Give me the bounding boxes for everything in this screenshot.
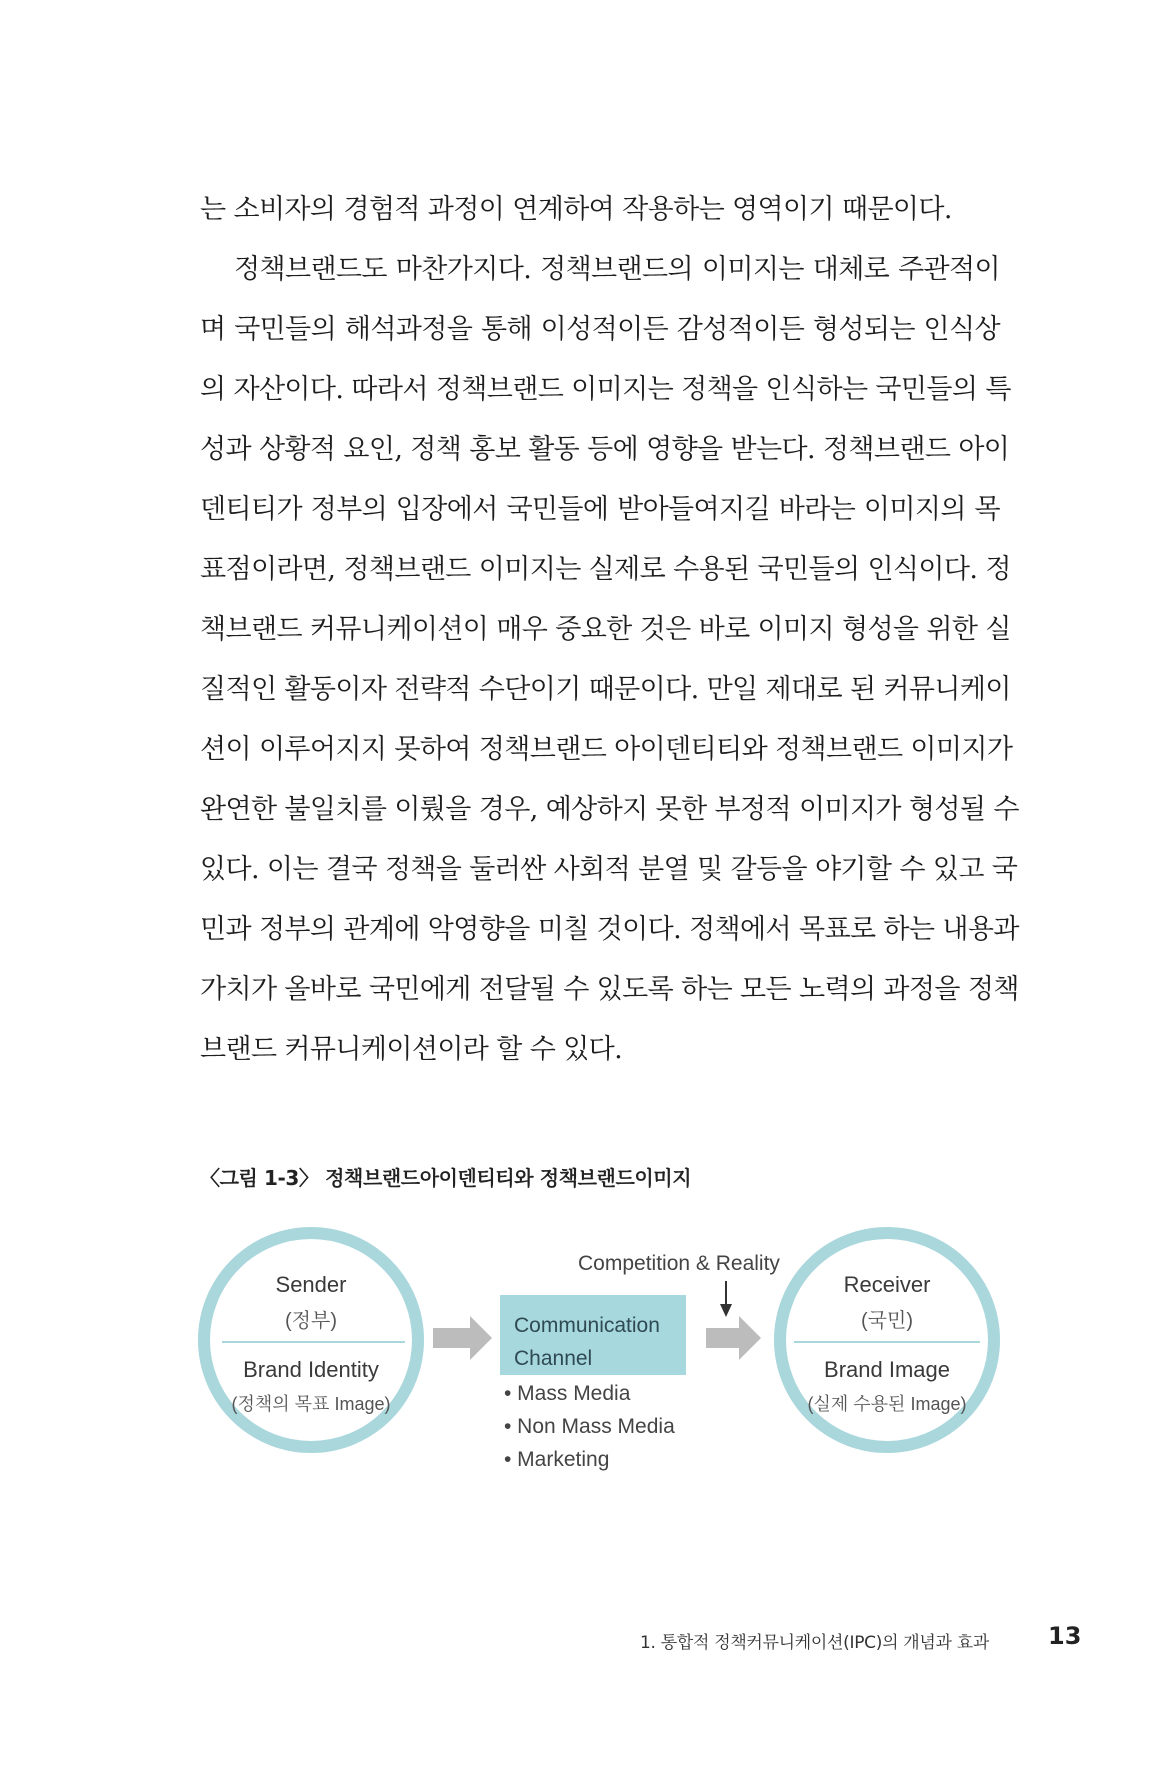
text-line: 완연한 불일치를 이뤘을 경우, 예상하지 못한 부정적 이미지가 형성될 수 <box>200 794 1019 825</box>
competition-reality-label: Competition & Reality <box>578 1252 780 1275</box>
receiver-title: Receiver <box>843 1272 931 1297</box>
text-line: 성과 상황적 요인, 정책 홍보 활동 등에 영향을 받는다. 정책브랜드 아이 <box>200 434 1010 465</box>
text-line: 책브랜드 커뮤니케이션이 매우 중요한 것은 바로 이미지 형성을 위한 실 <box>200 614 1011 645</box>
text-line: 있다. 이는 결국 정책을 둘러싼 사회적 분열 및 갈등을 야기할 수 있고 국 <box>200 854 1018 885</box>
text-line: 정책브랜드도 마찬가지다. 정책브랜드의 이미지는 대체로 주관적이 <box>234 254 1000 285</box>
bullet-non-mass-media: • Non Mass Media <box>504 1415 675 1438</box>
text-line: 는 소비자의 경험적 과정이 연계하여 작용하는 영역이기 때문이다. <box>200 194 952 225</box>
text-line: 의 자산이다. 따라서 정책브랜드 이미지는 정책을 인식하는 국민들의 특 <box>200 374 1011 405</box>
text-line: 표점이라면, 정책브랜드 이미지는 실제로 수용된 국민들의 인식이다. 정 <box>200 554 1011 585</box>
brand-image-label: Brand Image <box>824 1357 950 1382</box>
down-arrow-head <box>720 1304 732 1317</box>
bullet-mass-media: • Mass Media <box>504 1382 631 1405</box>
running-footer: 1. 통합적 정책커뮤니케이션(IPC)의 개념과 효과 <box>640 1633 990 1653</box>
arrow-right-icon <box>433 1316 492 1360</box>
brand-identity-sub: (정책의 목표 Image) <box>231 1394 391 1414</box>
channel-label <box>514 1309 660 1375</box>
sender-title: Sender <box>275 1272 347 1297</box>
arrow-right-icon <box>706 1316 761 1360</box>
communication-channel-box <box>500 1295 686 1375</box>
brand-image-sub: (실제 수용된 Image) <box>807 1394 967 1414</box>
brand-identity-label: Brand Identity <box>243 1357 379 1382</box>
receiver-sub: (국민) <box>861 1310 913 1332</box>
text-line: 브랜드 커뮤니케이션이라 할 수 있다. <box>200 1034 623 1065</box>
sender-sub: (정부) <box>285 1310 337 1332</box>
channel-line-2: Channel <box>514 1347 593 1370</box>
channel-line-1: Communication <box>514 1314 660 1337</box>
text-line: 가치가 올바로 국민에게 전달될 수 있도록 하는 모든 노력의 과정을 정책 <box>200 974 1019 1005</box>
page-number: 13 <box>1048 1622 1082 1650</box>
text-line: 민과 정부의 관계에 악영향을 미칠 것이다. 정책에서 목표로 하는 내용과 <box>200 914 1019 945</box>
figure-caption: 〈그림 1-3〉 정책브랜드아이덴티티와 정책브랜드이미지 <box>200 1166 692 1190</box>
text-line: 덴티티가 정부의 입장에서 국민들에 받아들여지길 바라는 이미지의 목 <box>200 494 1000 525</box>
bullet-marketing: • Marketing <box>504 1448 610 1471</box>
text-line: 며 국민들의 해석과정을 통해 이성적이든 감성적이든 형성되는 인식상 <box>200 314 1000 345</box>
text-line: 질적인 활동이자 전략적 수단이기 때문이다. 만일 제대로 된 커뮤니케이 <box>200 674 1011 705</box>
text-line: 션이 이루어지지 못하여 정책브랜드 아이덴티티와 정책브랜드 이미지가 <box>200 734 1013 765</box>
